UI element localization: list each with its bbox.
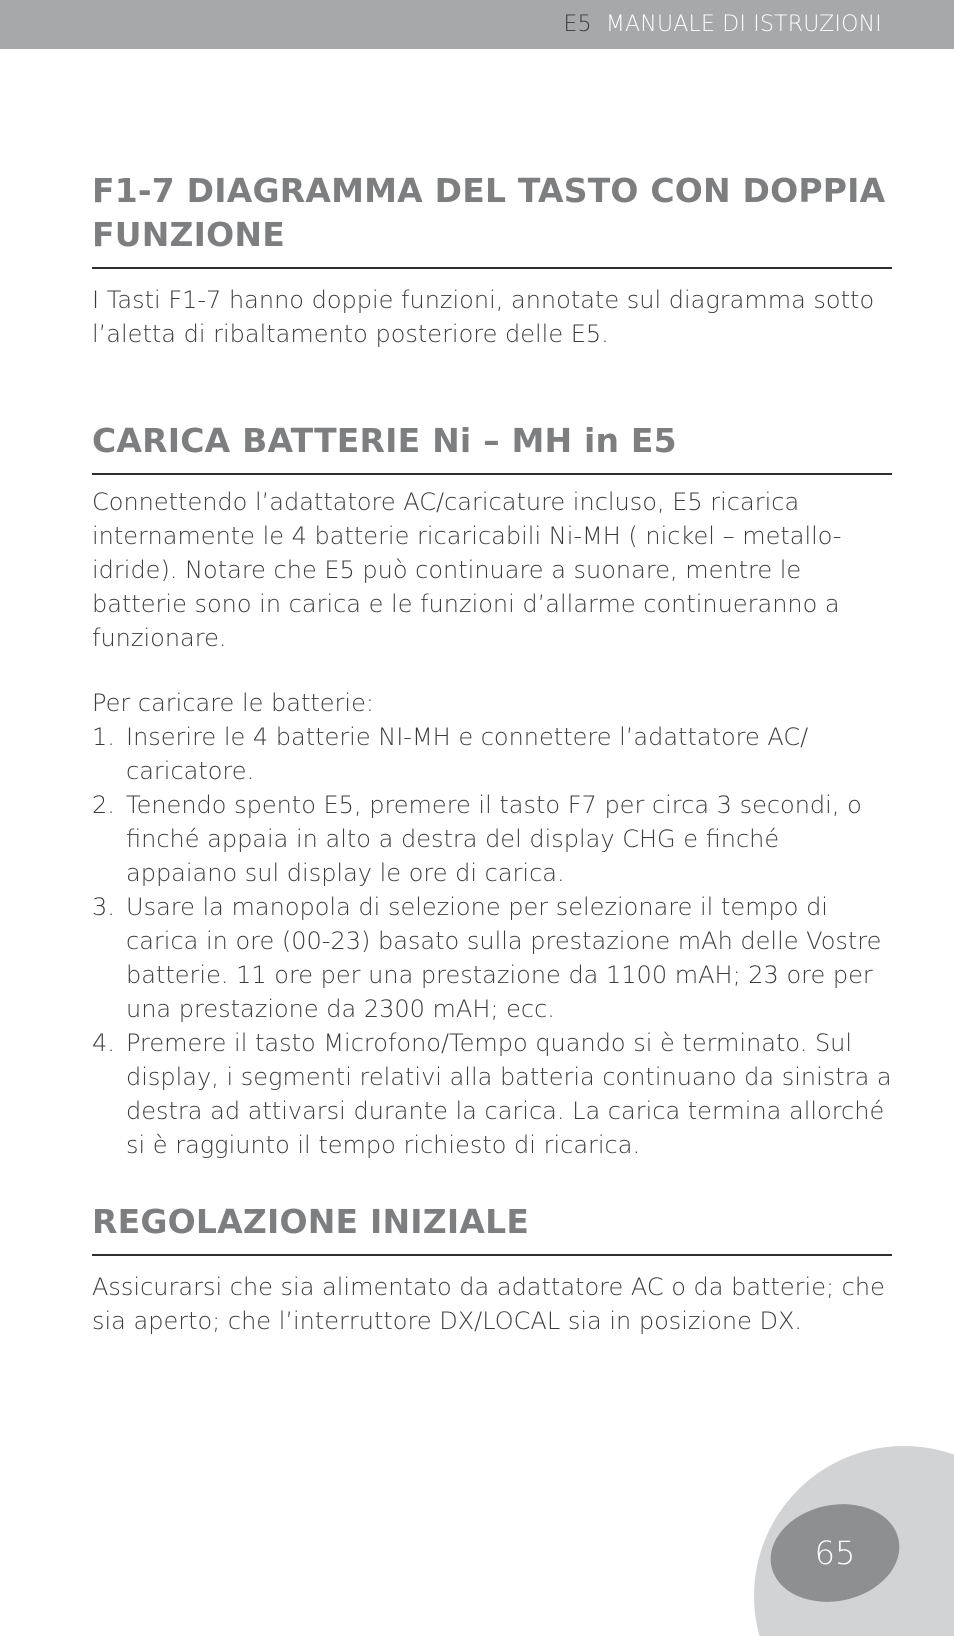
section-title: F1-7 DIAGRAMMA DEL TASTO CON DOPPIA FUNZIONE	[92, 169, 892, 269]
section-title: CARICA BATTERIE Ni – MH in E5	[92, 419, 892, 475]
section-initial-setup	[92, 1200, 892, 1338]
list-item	[92, 788, 892, 890]
header-bar	[0, 0, 954, 49]
step-text: Usare la manopola di selezione per selezionare il tempo di carica in ore (00-23) basato sulla prestazione mAh delle Vostre batterie. 11 ore per una prestazione da 1100 mAH; 23 ore per una prestazione da 2300 mAH; ecc.	[126, 893, 882, 1023]
page-number: 65	[814, 1534, 856, 1572]
header-model: E5	[563, 12, 592, 37]
section-paragraph: I Tasti F1-7 hanno doppie funzioni, annotate sul diagramma sotto l’aletta di ribaltamento posteriore delle E5.	[92, 286, 875, 348]
step-text: Inserire le 4 batterie NI-MH e connettere l’adattatore AC/ caricatore.	[126, 723, 809, 785]
section-dual-function-keys	[92, 169, 892, 351]
list-item	[92, 720, 892, 788]
section-title: REGOLAZIONE INIZIALE	[92, 1200, 892, 1256]
step-text: Tenendo spento E5, premere il tasto F7 per circa 3 secondi, o finché appaia in alto a destra del display CHG e finché appaiano sul display le ore di carica.	[126, 791, 862, 887]
step-text: Premere il tasto Microfono/Tempo quando si è terminato. Sul display, i segmenti relativi alla batteria continuano da sinistra a destra ad attivarsi durante la carica. La carica termina allorché si è raggiunto il tempo richiesto di ricarica.	[126, 1029, 892, 1159]
section-paragraph: Assicurarsi che sia alimentato da adattatore AC o da batterie; che sia aperto; che l’interruttore DX/LOCAL sia in posizione DX.	[92, 1273, 885, 1335]
step-number: 4.	[92, 1029, 115, 1057]
section-paragraph: Connettendo l’adattatore AC/caricature incluso, E5 ricarica internamente le 4 batterie ricaricabili Ni-MH ( nickel – metallo-idride). Notare che E5 può continuare a suonare, mentre le batterie sono in carica e le funzioni d’allarme continueranno a funzionare.	[92, 488, 842, 652]
list-item	[92, 890, 892, 1026]
steps-intro: Per caricare le batterie:	[92, 689, 374, 717]
section-battery-charging	[92, 419, 892, 1162]
step-number: 2.	[92, 791, 115, 819]
step-number: 1.	[92, 723, 115, 751]
list-item	[92, 1026, 892, 1162]
header-text	[564, 12, 882, 37]
steps-list	[92, 720, 892, 1162]
step-number: 3.	[92, 893, 115, 921]
header-title: MANUALE DI ISTRUZIONI	[605, 12, 882, 37]
